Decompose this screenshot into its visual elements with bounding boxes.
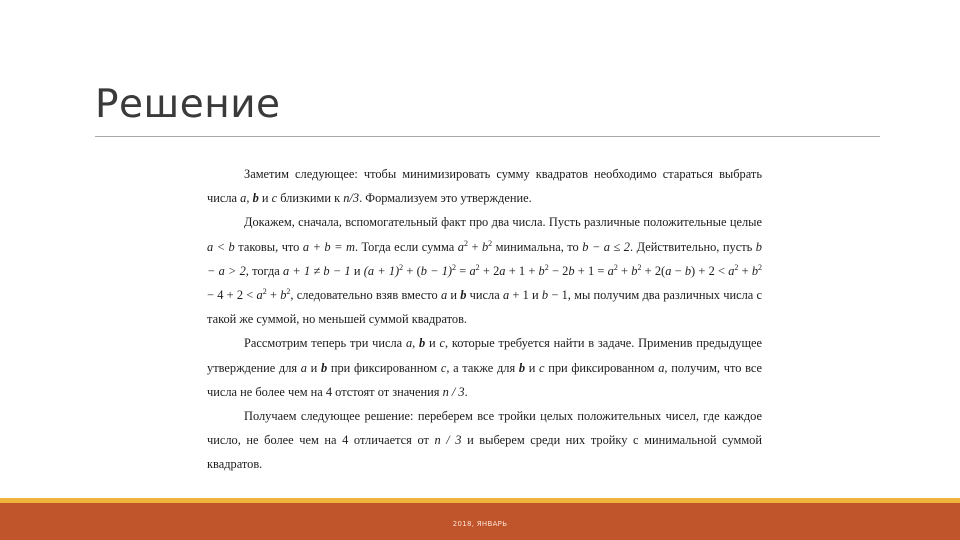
text: Получаем следующее решение: переберем все тройки целых положительных чисел, где каждое число, не более чем на 4 отличается от (207, 409, 762, 448)
superscript: 2 (544, 262, 549, 272)
formula-n-over-3: n / 3 (442, 384, 465, 399)
var-b: b (518, 360, 526, 375)
var-a: a (607, 263, 614, 278)
text: . Действительно, пусть (630, 239, 756, 254)
var-a: a (240, 191, 247, 206)
formula: (a + 1) (363, 263, 400, 278)
text: = (456, 263, 470, 278)
text: ) + 2 < (691, 263, 729, 278)
var-a: a (728, 263, 735, 278)
text: таковы, что (234, 239, 303, 254)
footer-bar (0, 503, 960, 540)
var-b: b (481, 239, 489, 254)
formula: b − a ≤ 2 (582, 239, 630, 254)
paragraph-3 (207, 331, 762, 404)
paragraph-4 (207, 404, 762, 477)
var-a: a (502, 288, 510, 303)
superscript: 2 (758, 262, 763, 272)
superscript: 2 (488, 238, 493, 248)
var-b: b (419, 336, 426, 351)
text: − (671, 263, 685, 278)
formula-n-over-3: n/3 (343, 191, 360, 206)
text: − 1, мы получим два различных числа с такой же суммой, но меньшей суммой квадратов. (207, 288, 763, 327)
superscript: 2 (734, 262, 739, 272)
var-b: b (460, 288, 467, 303)
var-b: b (252, 191, 259, 206)
formula: b − 1) (420, 263, 453, 278)
var-b: b (320, 360, 328, 375)
var-c: c (440, 360, 447, 375)
text: и выберем среди них тройку с минимальной суммой квадратов. (207, 433, 762, 472)
superscript: 2 (286, 286, 291, 296)
text: + (266, 288, 281, 303)
var-a: a (457, 239, 464, 254)
text: + 1 = (574, 263, 608, 278)
text: , следовательно взяв вместо (290, 288, 441, 303)
var-a: a (300, 360, 307, 375)
text: + 1 + (505, 263, 539, 278)
text: + ( (403, 263, 421, 278)
var-a: a (469, 263, 476, 278)
var-b: b (541, 288, 549, 303)
text: Рассмотрим теперь три числа (244, 336, 406, 351)
formula: a + b = m (302, 239, 355, 254)
text: , которые требуется найти в задаче. Применив предыдущее утверждение для (207, 336, 763, 375)
var-a: a (499, 263, 506, 278)
text: минимальна, то (492, 239, 583, 254)
superscript: 2 (452, 262, 457, 272)
text: , получим, что все числа не более чем на 4 отстоят от значения (207, 360, 763, 399)
text: + (617, 263, 632, 278)
text: и (425, 336, 440, 351)
superscript: 2 (399, 262, 404, 272)
text: при фиксированном (544, 360, 659, 375)
superscript: 2 (463, 238, 468, 248)
text: и (447, 288, 461, 303)
text: Заметим следующее: чтобы минимизировать сумму квадратов необходимо стараться выбрать числа (207, 167, 762, 206)
var-a: a (256, 288, 263, 303)
var-b: b (568, 263, 575, 278)
superscript: 2 (475, 262, 480, 272)
text: . Формализуем это утверждение. (359, 191, 532, 206)
superscript: 2 (262, 286, 267, 296)
text: + (738, 263, 752, 278)
paragraph-1 (207, 162, 762, 210)
text: , (246, 191, 253, 206)
document-image-text (207, 162, 762, 477)
var-a: a (665, 263, 672, 278)
var-c: c (539, 360, 545, 375)
text: , а также для (446, 360, 519, 375)
text: − 2 (548, 263, 569, 278)
var-b: b (684, 263, 692, 278)
text: + 1 и (509, 288, 542, 303)
formula: b − a > 2 (207, 239, 762, 278)
text: . Тогда если сумма (354, 239, 458, 254)
text: , тогда (245, 263, 284, 278)
text: , (412, 336, 420, 351)
text: + 2 (479, 263, 500, 278)
superscript: 2 (637, 262, 642, 272)
text: и (306, 360, 321, 375)
var-a: a (440, 288, 448, 303)
title-divider (95, 136, 880, 137)
formula-n-over-3: n / 3 (434, 433, 462, 448)
var-c: c (271, 191, 278, 206)
text: и (258, 191, 272, 206)
text: и (525, 360, 540, 375)
var-b: b (751, 263, 759, 278)
text: . (464, 384, 468, 399)
var-b: b (280, 288, 287, 303)
text: и (350, 263, 364, 278)
text: при фиксированном (327, 360, 441, 375)
footer-date: 2018, ЯНВАРЬ (452, 520, 508, 528)
text: близкими к (277, 191, 344, 206)
slide-title: Решение (95, 82, 281, 127)
text: + (467, 239, 482, 254)
superscript: 2 (613, 262, 618, 272)
formula: a < b (207, 239, 235, 254)
text: + 2( (641, 263, 666, 278)
paragraph-2 (207, 210, 762, 331)
text: Докажем, сначала, вспомогательный факт про два числа. Пусть различные положительные целые (244, 215, 762, 230)
var-a: a (405, 336, 413, 351)
var-c: c (439, 336, 445, 351)
text: числа (466, 288, 503, 303)
var-b: b (631, 263, 638, 278)
var-a: a (658, 360, 665, 375)
var-b: b (538, 263, 545, 278)
formula: a + 1 ≠ b − 1 (283, 263, 351, 278)
text: − 4 + 2 < (207, 288, 257, 303)
